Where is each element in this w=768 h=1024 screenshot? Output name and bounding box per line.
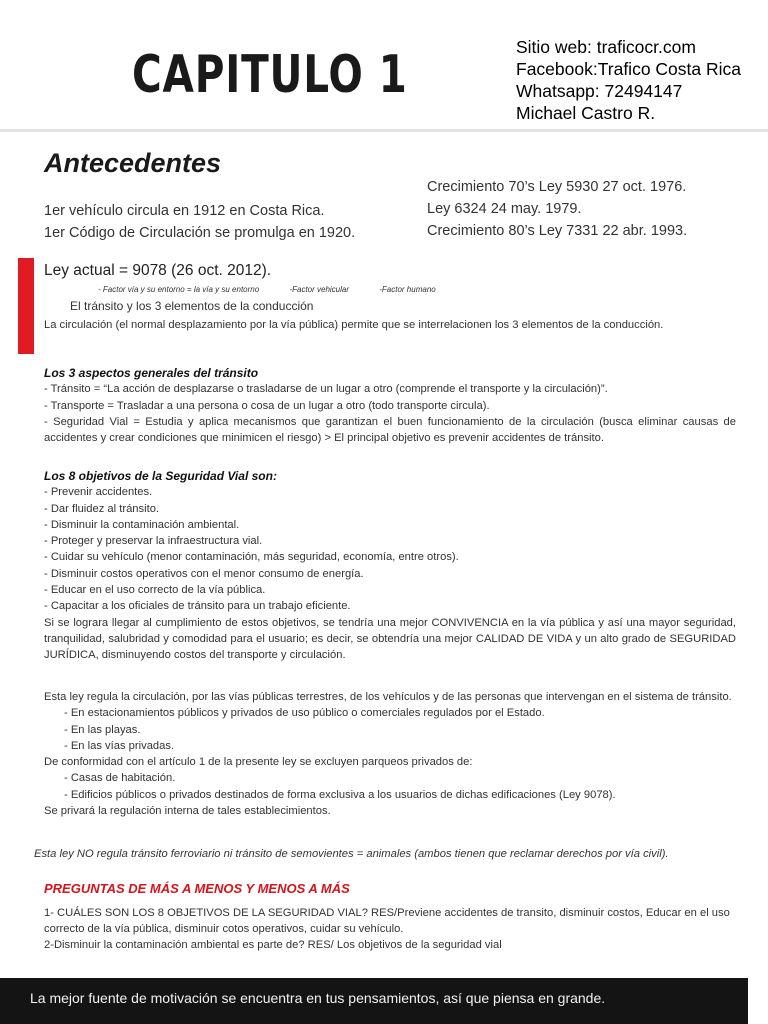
objetivos-paragraph: Si se lograra llegar al cumplimiento de estos objetivos, se tendría una mejor CONVIVENCIA en la vía pública y así una mayor seguridad, tranquilidad, salubridad y comodidad para el usuario; es decir, se obtendría una mejor CALIDAD DE VIDA y un alto grado de SEGURIDAD JURÍDICA, disminuyendo costos del transporte y circulación. [44,616,736,662]
question-1: 1- CUÁLES SON LOS 8 OBJETIVOS DE LA SEGURIDAD VIAL? RES/Previene accidentes de transito, disminuir costos, Educar en el uso correcto de la vía pública, disminuir cotos operativos, cuidar su vehículo. [44,907,730,935]
antecedentes-law-line: Crecimiento 80’s Ley 7331 22 abr. 1993. [427,223,688,239]
objetivo-item: - Educar en el uso correcto de la vía pública. [44,584,266,597]
objetivos-title: Los 8 objetivos de la Seguridad Vial son: [44,469,277,483]
section-title-antecedentes: Antecedentes [44,148,222,178]
exclusion-item: - Edificios públicos o privados destinados de forma exclusiva a los usuarios de dichas edificaciones (Ley 9078). [64,788,616,801]
aspecto-item: - Tránsito = “La acción de desplazarse o trasladarse de un lugar a otro (comprende el transporte y la circulación)”. [44,383,608,396]
objetivo-item: - Disminuir la contaminación ambiental. [44,518,240,531]
regula-section [44,689,736,819]
footer-quote: La mejor fuente de motivación se encuentra en tus pensamientos, así que piensa en grande. [30,990,606,1006]
antecedentes-law-line: Crecimiento 70’s Ley 5930 27 oct. 1976. [427,179,687,195]
chapter-title: CAPITULO 1 [132,45,408,105]
contact-whatsapp: Whatsapp: 72494147 [516,81,683,101]
objetivo-item: - Dar fluidez al tránsito. [44,502,160,515]
elements-subtitle: El tránsito y los 3 elementos de la conducción [70,299,314,313]
objetivo-item: - Cuidar su vehículo (menor contaminación, más seguridad, economía, entre otros). [44,551,459,564]
objetivo-item: - Capacitar a los oficiales de tránsito para un trabajo eficiente. [44,600,351,613]
contact-info [516,36,741,124]
aspectos-title: Los 3 aspectos generales del tránsito [44,366,259,380]
header-divider [0,129,768,132]
antecedentes-law-line: Ley 6324 24 may. 1979. [427,201,582,217]
factor-via: - Factor vía y su entorno = la vía y su entorno [98,285,260,294]
contact-facebook: Facebook:Trafico Costa Rica [516,59,741,79]
factor-vehicular: -Factor vehicular [289,285,350,294]
circulacion-text: La circulación (el normal desplazamiento por la vía pública) permite que se interrelacionen los 3 elementos de la conducción. [44,319,664,331]
antecedentes-line: 1er Código de Circulación se promulga en 1920. [44,225,356,241]
question-2: 2-Disminuir la contaminación ambiental es parte de? RES/ Los objetivos de la seguridad vial [44,939,502,951]
exclusion-intro: De conformidad con el artículo 1 de la presente ley se excluyen parqueos privados de: [44,756,473,769]
aspecto-item: - Transporte = Trasladar a una persona o cosa de un lugar a otro (todo transporte circula). [44,399,490,412]
aspectos-section [44,365,736,446]
contact-author: Michael Castro R. [516,103,656,123]
aspecto-item: - Seguridad Vial = Estudia y aplica mecanismos que garantizan el buen funcionamiento de la circulación (busca eliminar causas de accidentes y crear condiciones que minimicen el riesgo) > El principal objetivo es prevenir accidentes de tránsito. [44,415,736,445]
regula-intro: Esta ley regula la circulación, por las vías públicas terrestres, de los vehículos y de las personas que intervengan en el sistema de tránsito. [44,691,732,703]
preguntas-body [44,905,738,953]
preguntas-title: PREGUNTAS DE MÁS A MENOS Y MENOS A MÁS [44,881,350,896]
objetivo-item: - Proteger y preservar la infraestructura vial. [44,535,263,548]
ferroviario-note: Esta ley NO regula tránsito ferroviario ni tránsito de semovientes = animales (ambos tienen que reclamar derechos por vía civil). [34,848,669,860]
regula-closing: Se privará la regulación interna de tales establecimientos. [44,805,331,818]
red-accent-bar [18,258,34,354]
ley-actual-heading: Ley actual = 9078 (26 oct. 2012). [44,262,272,279]
objetivos-section [44,468,736,664]
regula-item: - En las playas. [64,723,141,736]
antecedentes-right [427,176,687,242]
regula-item: - En las vías privadas. [64,739,175,752]
regula-item: - En estacionamientos públicos y privados de uso público o comerciales regulados por el Estado. [64,707,545,720]
factor-humano: -Factor humano [379,285,436,294]
antecedentes-left [44,200,355,244]
objetivo-item: - Disminuir costos operativos con el menor consumo de energía. [44,567,364,580]
antecedentes-line: 1er vehículo circula en 1912 en Costa Rica. [44,203,325,219]
objetivo-item: - Prevenir accidentes. [44,486,153,499]
exclusion-item: - Casas de habitación. [64,772,176,785]
factors-line [98,285,464,294]
contact-website: Sitio web: traficocr.com [516,37,696,57]
